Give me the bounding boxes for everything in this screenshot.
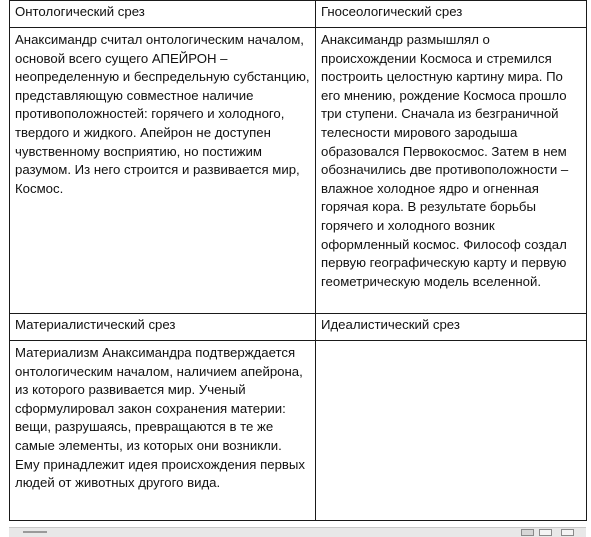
table-header-row [10,1,587,28]
header-ontological-text: Онтологический срез [15,4,145,19]
table-header-row [10,314,587,341]
header-gnoseological-text: Гносеологический срез [321,4,463,19]
table-row [10,28,587,314]
cell-gnoseological-text: Анаксимандр размышлял о происхождении Космоса и стремился построить целостную картину мира. По его мнению, рождение Космоса прошло три ступени. Сначала из безграничной телесности мирового зародыша образовался Первокосмос. Затем в нем обозначились две противоположности – влажное холодное ядро и огненная горячая кора. В результате борьбы горячего и холодного возник оформленный космос. Философ создал первую географическую карту и первую геометрическую модель вселенной. [321,32,569,289]
header-materialist [10,314,316,341]
cell-idealist [316,341,587,521]
header-idealist [316,314,587,341]
status-bar-indicator [23,531,47,533]
cell-ontological-text: Анаксимандр считал онтологическим началом, основой всего сущего АПЕЙРОН – неопределенную и беспредельную субстанцию, представляющую совместное наличие противоположностей: горячего и холодного, твердого и жидкого. Апейрон не доступен чувственному восприятию, но постижим разумом. Из него строится и развивается мир, Космос. [15,32,310,196]
header-ontological [10,1,316,28]
header-idealist-text: Идеалистический срез [321,317,460,332]
header-materialist-text: Материалистический срез [15,317,176,332]
cell-materialist [10,341,316,521]
read-mode-view-button[interactable] [561,529,574,536]
web-layout-view-button[interactable] [539,529,552,536]
philosophy-table [9,0,587,521]
table-row [10,341,587,521]
header-gnoseological [316,1,587,28]
cell-gnoseological [316,28,587,314]
print-layout-view-button[interactable] [521,529,534,536]
cell-materialist-text: Материализм Анаксимандра подтверждается онтологическим началом, наличием апейрона, из которого развивается мир. Ученый сформулировал закон сохранения материи: вещи, разрушаясь, превращаются в те же самые элементы, из которых они возникли. Ему принадлежит идея происхождения первых людей от животных другого вида. [15,345,305,491]
cell-ontological [10,28,316,314]
